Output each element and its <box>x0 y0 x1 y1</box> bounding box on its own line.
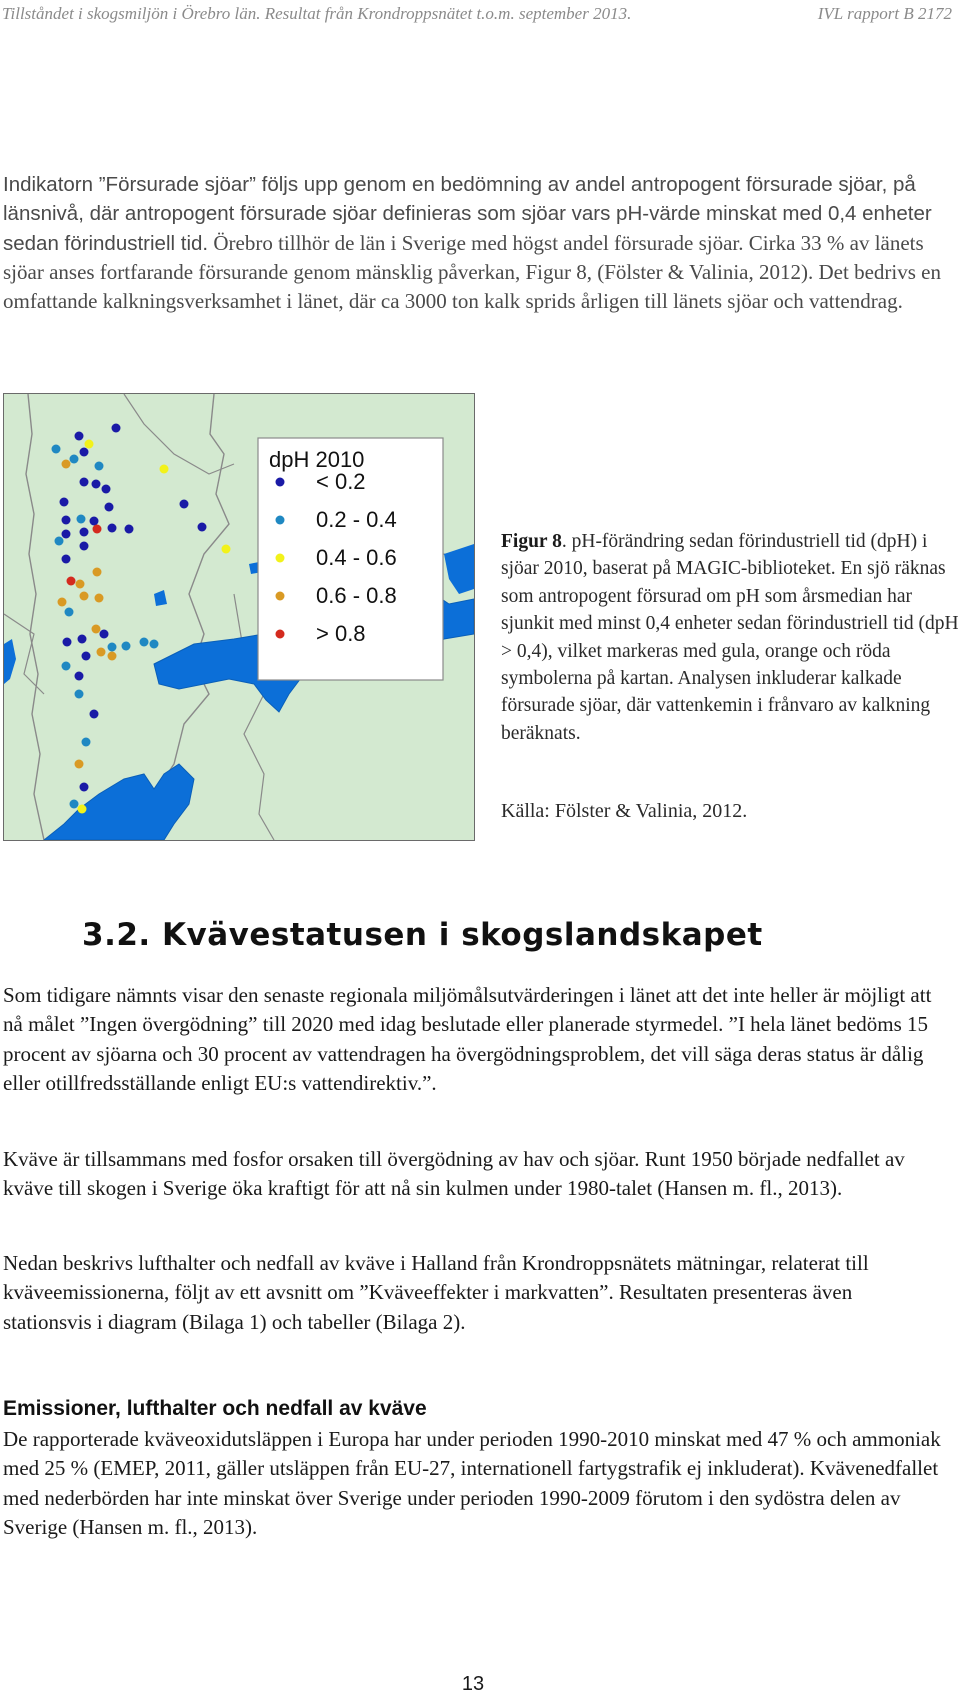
lake-point <box>140 638 149 647</box>
lake-point <box>198 523 207 532</box>
figure-label: Figur 8 <box>501 531 562 552</box>
lake-point <box>82 738 91 747</box>
header-left-text: Tillståndet i skogsmiljön i Örebro län. Resultat från Krondroppsnätet t.o.m. september 2013. <box>2 4 632 23</box>
lake-point <box>150 640 159 649</box>
lake-point <box>112 424 121 433</box>
lake-west-edge <box>4 639 16 684</box>
lake-point <box>58 598 67 607</box>
section-heading: 3.2. Kvävestatusen i skogslandskapet <box>82 917 763 953</box>
section-paragraph-2: Kväve är tillsammans med fosfor orsaken till övergödning av hav och sjöar. Runt 1950 började nedfallet av kväve till skogen i Sverige öka kraftigt för att nå sin kulmen under 1980-talet (Hansen m. fl., 2013). <box>3 1147 905 1201</box>
lake-point <box>92 625 101 634</box>
lake-point <box>90 710 99 719</box>
lake-point <box>52 445 61 454</box>
lake-point <box>97 648 106 657</box>
legend-marker <box>276 478 285 487</box>
figure-caption <box>501 528 960 747</box>
lake-point <box>70 455 79 464</box>
lake-point <box>93 568 102 577</box>
lake-point <box>80 783 89 792</box>
lake-point <box>75 672 84 681</box>
border-north <box>124 394 234 474</box>
lake-point <box>62 460 71 469</box>
lake-point <box>95 594 104 603</box>
lake-point <box>108 652 117 661</box>
header-right-text: IVL rapport B 2172 <box>817 4 952 23</box>
legend-marker <box>276 630 285 639</box>
lake-point <box>93 525 102 534</box>
lake-point <box>108 524 117 533</box>
figure-source: Källa: Fölster & Valinia, 2012. <box>501 800 748 822</box>
legend-label: > 0.8 <box>316 621 366 646</box>
lake-point <box>222 545 231 554</box>
lake-point <box>76 580 85 589</box>
lake-point <box>55 537 64 546</box>
intro-paragraph <box>3 170 943 316</box>
lake-small-1 <box>154 590 167 606</box>
map-legend <box>258 438 443 680</box>
lake-point <box>70 800 79 809</box>
county-border-west <box>26 394 44 840</box>
lake-point <box>77 515 86 524</box>
lake-point <box>80 448 89 457</box>
lake-point <box>82 652 91 661</box>
lake-point <box>80 478 89 487</box>
lake-point <box>65 608 74 617</box>
intro-sentence-1: Indikatorn ”Försurade sjöar” följs upp genom en bedömning av andel antropogent försurade sjöar, på länsnivå, där antropogent försurade sjöar definieras som sjöar vars pH-värde minskat med 0,4 enheter sedan förindustriell tid. <box>3 173 932 255</box>
lake-malaren-east <box>444 544 474 594</box>
legend-label: 0.2 - 0.4 <box>316 507 397 532</box>
map-svg <box>4 394 474 840</box>
lake-point <box>180 500 189 509</box>
lake-ph-map <box>3 393 475 841</box>
lake-point <box>60 498 69 507</box>
lake-point <box>95 462 104 471</box>
lake-point <box>67 577 76 586</box>
lake-point <box>80 528 89 537</box>
lake-point <box>80 592 89 601</box>
lake-point <box>108 643 117 652</box>
lake-point <box>75 690 84 699</box>
legend-label: 0.4 - 0.6 <box>316 545 397 570</box>
section-paragraph-4: De rapporterade kväveoxidutsläppen i Europa har under perioden 1990-2010 minskat med 47 % och ammoniak med 25 % (EMEP, 2011, gäller utsläppen från EU-27, internationell fartygstrafik ej inkluderat). Kvävenedfallet med nederbörden har inte minskat över Sverige under perioden 1990-2009 förutom i den sydöstra delen av Sverige (Hansen m. fl., 2013). <box>3 1427 941 1539</box>
lake-point <box>105 503 114 512</box>
legend-title: dpH 2010 <box>269 447 365 472</box>
lake-point <box>62 555 71 564</box>
page-header <box>2 4 952 30</box>
lake-point <box>63 638 72 647</box>
section-paragraph-1: Som tidigare nämnts visar den senaste regionala miljömålsutvärderingen i länet att det inte heller är möjligt att nå målet ”Ingen övergödning” till 2020 med idag beslutade eller planerade styrmedel. ”I hela länet bedöms 15 procent av sjöarna och 30 procent av vattendragen ha övergödningsproblem, det vill säga deras status är dålig eller otillfredsställande enligt EU:s vattendirektiv.”. <box>3 983 932 1095</box>
lake-point <box>78 805 87 814</box>
lake-point <box>90 517 99 526</box>
legend-label: < 0.2 <box>316 469 366 494</box>
lake-point <box>92 480 101 489</box>
lake-point <box>102 485 111 494</box>
lake-points <box>52 424 231 814</box>
figure-caption-text: . pH-förändring sedan förindustriell tid (dpH) i sjöar 2010, baserat på MAGIC-biblioteket. En sjö räknas som antropogent försurad om pH som årsmedian har sjunkit med minst 0,4 enheter sedan förindustriell tid (dpH > 0,4), vilket markeras med gula, orange och röda symbolerna på kartan. Analysen inkluderar kalkade försurade sjöar, där vattenkemin i frånvaro av kalkning beräknats. <box>501 531 959 744</box>
legend-marker <box>276 516 285 525</box>
legend-marker <box>276 554 285 563</box>
lake-point <box>62 662 71 671</box>
lake-point <box>75 432 84 441</box>
lake-point <box>160 465 169 474</box>
lake-point <box>100 630 109 639</box>
lake-point <box>75 760 84 769</box>
lake-point <box>78 635 87 644</box>
lake-point <box>125 525 134 534</box>
lake-point <box>62 516 71 525</box>
lake-point <box>80 542 89 551</box>
page-number: 13 <box>461 1673 485 1695</box>
lake-point <box>62 530 71 539</box>
lake-point <box>85 440 94 449</box>
intro-sentence-2: Örebro tillhör de län i Sverige med högst andel försurade sjöar. Cirka 33 % av länets sjöar anses fortfarande försurande genom mänsklig påverkan, Figur 8, (Fölster & Valinia, 2012). Det bedrivs en omfattande kalkningsverksamhet i länet, där ca 3000 ton kalk sprids årligen till länets sjöar och vattendrag. <box>3 230 941 314</box>
legend-marker <box>276 592 285 601</box>
lake-point <box>122 642 131 651</box>
section-paragraph-3: Nedan beskrivs lufthalter och nedfall av kväve i Halland från Krondroppsnätets mätningar, relaterat till kväveemissionerna, följt av ett avsnitt om ”Kväveeffekter i markvatten”. Resultaten presenteras även stationsvis i diagram (Bilaga 1) och tabeller (Bilaga 2). <box>3 1251 869 1334</box>
subsection-heading: Emissioner, lufthalter och nedfall av kväve <box>3 1397 427 1420</box>
lake-vattern-north <box>44 764 194 840</box>
legend-label: 0.6 - 0.8 <box>316 583 397 608</box>
